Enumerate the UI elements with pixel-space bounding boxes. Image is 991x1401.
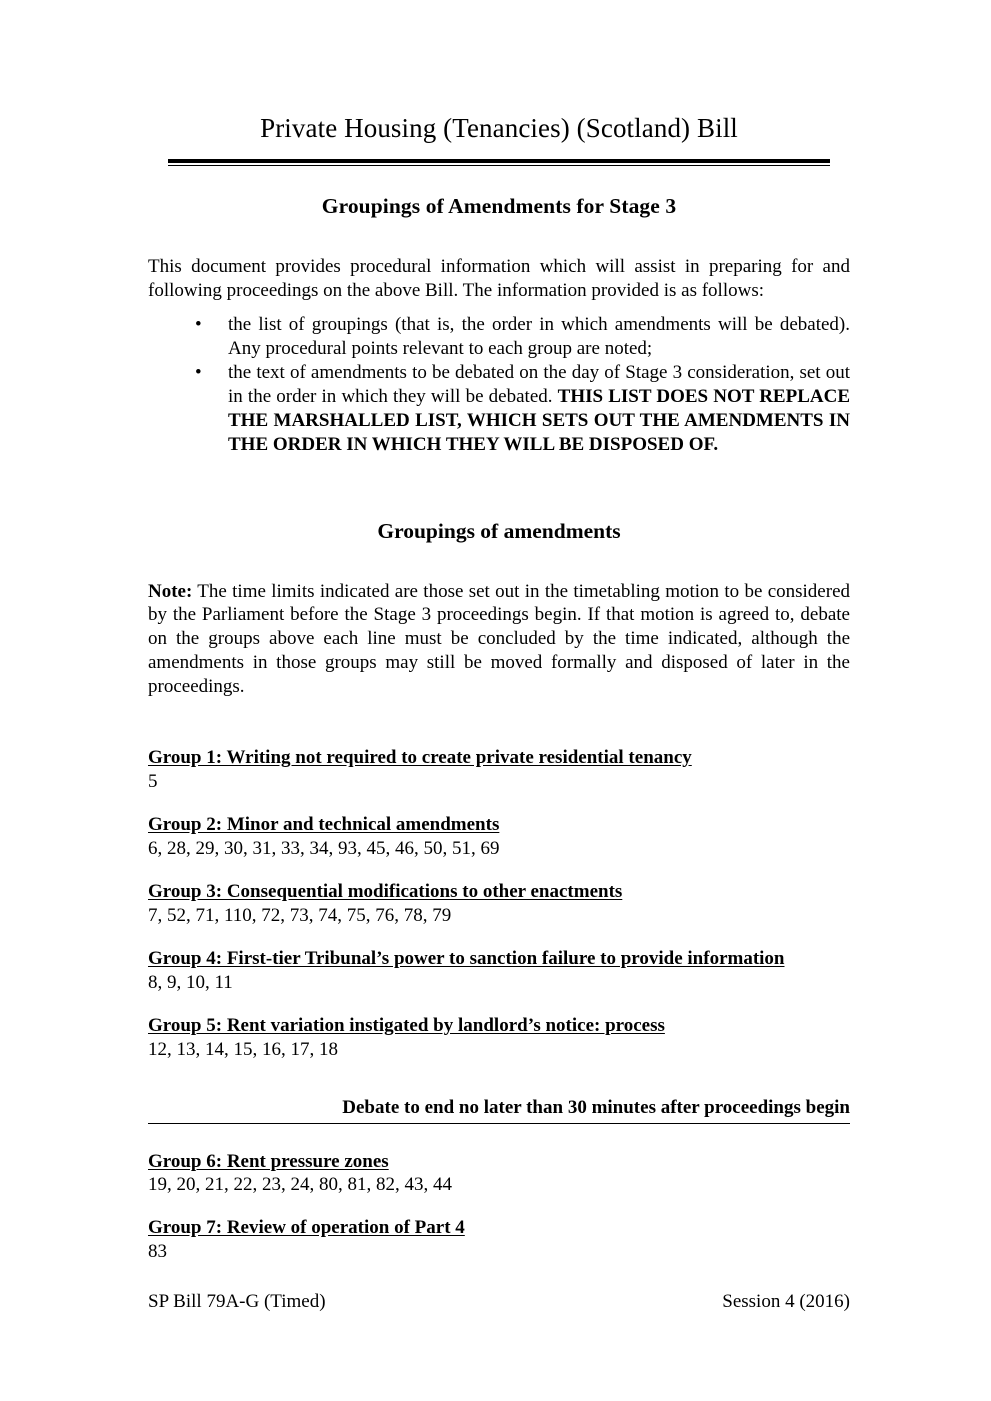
group-title [148, 746, 850, 770]
title-double-rule [168, 159, 830, 166]
list-item-text: the text of amendments to be debated on the day of Stage 3 consideration, set out in the order in which they will be debated. [228, 361, 850, 407]
group-title-text: Group 3: Consequential modifications to other enactments [148, 880, 623, 902]
intro-bullet-list [148, 313, 850, 457]
groups-after-time-limit [148, 1150, 850, 1265]
group-amendment-numbers: 8, 9, 10, 11 [148, 971, 233, 993]
group-title [148, 1216, 850, 1240]
group-title [148, 880, 850, 904]
note-paragraph [148, 544, 850, 700]
group-amendment-numbers: 7, 52, 71, 110, 72, 73, 74, 75, 76, 78, 79 [148, 904, 452, 926]
group-entry [148, 746, 850, 794]
list-item-text: the list of groupings (that is, the order in which amendments will be debated). Any procedural points relevant to each group are noted; [228, 313, 850, 359]
note-text: The time limits indicated are those set out in the timetabling motion to be considered by the Parliament before the Stage 3 proceedings begin. If that motion is agreed to, debate on the groups above each line must be concluded by the time indicated, although the amendments in those groups may still be moved formally and disposed of later in the proceedings. [148, 580, 850, 698]
document-content [148, 0, 850, 1283]
page-subtitle: Groupings of Amendments for Stage 3 [321, 194, 677, 219]
group-title-text: Group 2: Minor and technical amendments [148, 814, 500, 836]
group-entry [148, 1216, 850, 1264]
group-amendment-numbers: 19, 20, 21, 22, 23, 24, 80, 81, 82, 43, 44 [148, 1174, 452, 1196]
intro-paragraph: This document provides procedural information which will assist in preparing for and following proceedings on the above Bill. The information provided is as follows: [148, 256, 850, 301]
debate-time-limit-block [148, 1096, 850, 1124]
group-title-text: Group 5: Rent variation instigated by landlord’s notice: process [148, 1014, 665, 1036]
note-label: Note: [148, 580, 193, 602]
group-title [148, 813, 850, 837]
group-title-text: Group 1: Writing not required to create private residential tenancy [148, 747, 692, 769]
section-heading-groupings: Groupings of amendments [377, 518, 621, 543]
list-item [148, 313, 850, 361]
bullet-icon: • [195, 361, 202, 383]
group-amendment-numbers: 83 [148, 1241, 167, 1263]
debate-time-limit-rule [148, 1123, 850, 1124]
group-title [148, 947, 850, 971]
footer-session: Session 4 (2016) [722, 1291, 850, 1312]
list-item-emphasis-text: THIS LIST DOES NOT REPLACE THE MARSHALLED LIST, WHICH SETS OUT THE AMENDMENTS IN THE ORDER IN WHICH THEY WILL BE DISPOSED OF. [228, 385, 851, 455]
group-title-text: Group 7: Review of operation of Part 4 [148, 1217, 465, 1239]
bullet-icon: • [195, 313, 202, 335]
list-item [148, 361, 850, 457]
group-entry [148, 1150, 850, 1198]
group-title [148, 1150, 850, 1174]
page-title: Private Housing (Tenancies) (Scotland) Bill [260, 113, 738, 143]
group-amendment-numbers: 6, 28, 29, 30, 31, 33, 34, 93, 45, 46, 50, 51, 69 [148, 838, 500, 860]
group-entry [148, 947, 850, 995]
group-title [148, 1014, 850, 1038]
group-entry [148, 880, 850, 928]
groups-before-time-limit [148, 699, 850, 1061]
group-entry [148, 1014, 850, 1062]
page-footer [148, 1291, 850, 1313]
group-amendment-numbers: 12, 13, 14, 15, 16, 17, 18 [148, 1038, 338, 1060]
group-entry [148, 813, 850, 861]
group-amendment-numbers: 5 [148, 771, 158, 793]
footer-bill-reference: SP Bill 79A-G (Timed) [148, 1291, 326, 1312]
group-title-text: Group 4: First-tier Tribunal’s power to sanction failure to provide information [148, 947, 785, 969]
group-title-text: Group 6: Rent pressure zones [148, 1150, 389, 1172]
debate-time-limit-text: Debate to end no later than 30 minutes after proceedings begin [342, 1096, 850, 1118]
